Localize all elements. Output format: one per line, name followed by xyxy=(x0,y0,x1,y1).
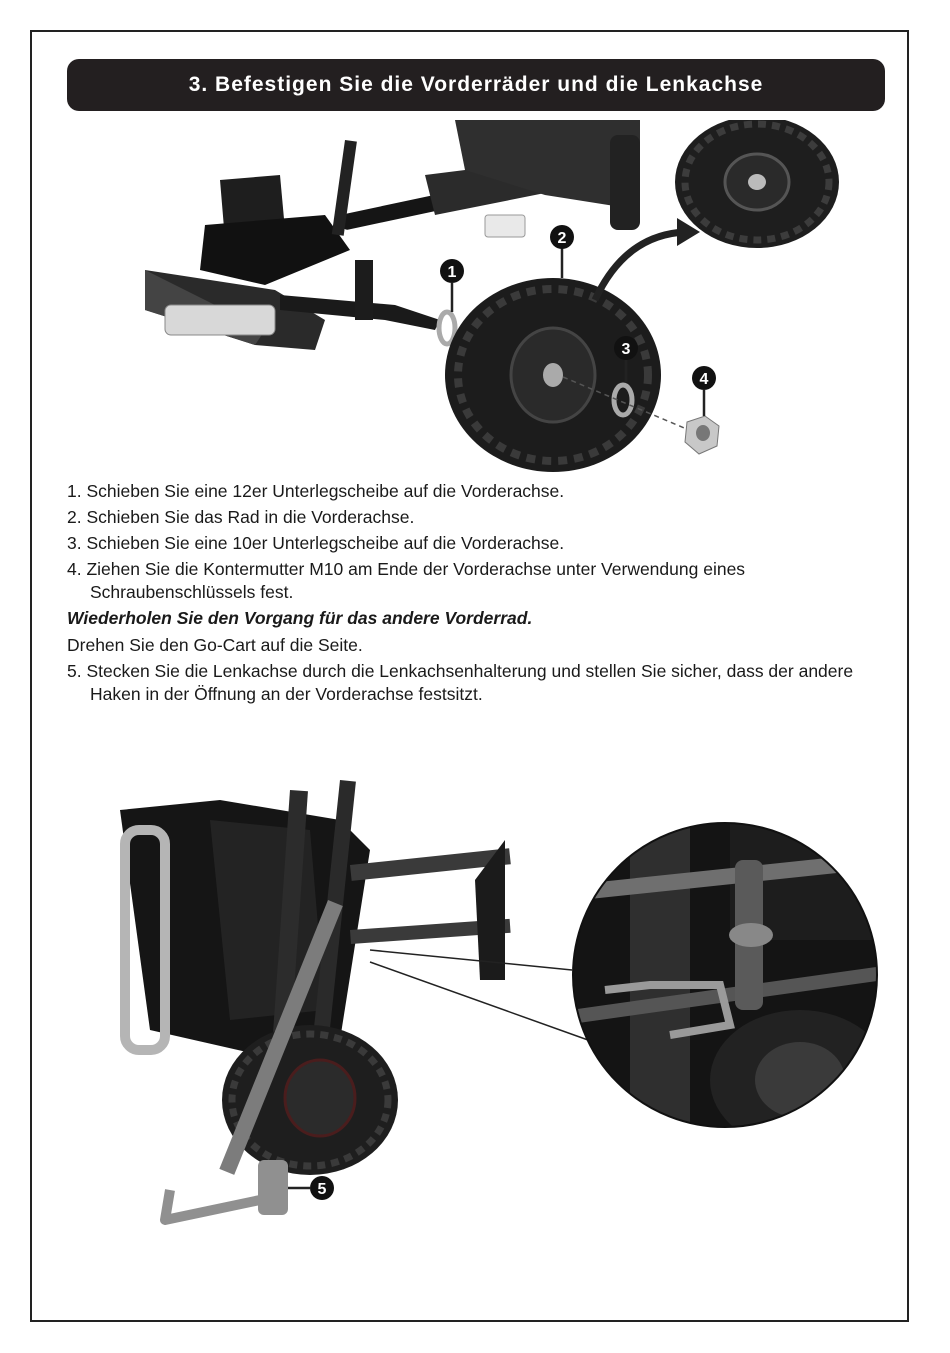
callout-4 xyxy=(692,366,716,416)
wheel-illustration xyxy=(445,278,661,472)
svg-text:5: 5 xyxy=(317,1181,327,1198)
callout-2 xyxy=(550,225,574,278)
step-4: 4. Ziehen Sie die Kontermutter M10 am Ende der Vorderachse unter Verwendung eines Schraubenschlüssels fest. xyxy=(67,559,746,603)
washer-12-icon xyxy=(439,312,455,344)
wheel-detail-illustration xyxy=(675,120,839,248)
section-title: 3. Befestigen Sie die Vorderräder und die Lenkachse xyxy=(188,73,764,96)
svg-text:2: 2 xyxy=(557,230,567,247)
zoom-detail-illustration xyxy=(570,820,890,1150)
turn-note: Drehen Sie den Go-Cart auf die Seite. xyxy=(67,634,363,655)
svg-text:1: 1 xyxy=(447,264,457,281)
lock-nut-icon xyxy=(685,416,719,454)
steering-axle-figure xyxy=(110,780,890,1240)
step-2: 2. Schieben Sie das Rad in die Vorderachse. xyxy=(67,507,415,528)
callout-5 xyxy=(288,1176,334,1200)
callout-1 xyxy=(440,259,464,312)
instructions-block xyxy=(67,480,897,709)
repeat-note: Wiederholen Sie den Vorgang für das andere Vorderrad. xyxy=(67,608,533,629)
step-1: 1. Schieben Sie eine 12er Unterlegscheibe auf die Vorderachse. xyxy=(67,481,565,501)
svg-text:4: 4 xyxy=(699,371,709,388)
section-header xyxy=(67,59,885,111)
wheel-assembly-figure xyxy=(105,120,845,472)
step-5: 5. Stecken Sie die Lenkachse durch die Lenkachsenhalterung und stellen Sie sicher, dass der andere Haken in der Öffnung an der Vorderachse festsitzt. xyxy=(67,660,854,704)
step-3: 3. Schieben Sie eine 10er Unterlegscheibe auf die Vorderachse. xyxy=(67,533,565,554)
svg-text:3: 3 xyxy=(621,341,631,358)
